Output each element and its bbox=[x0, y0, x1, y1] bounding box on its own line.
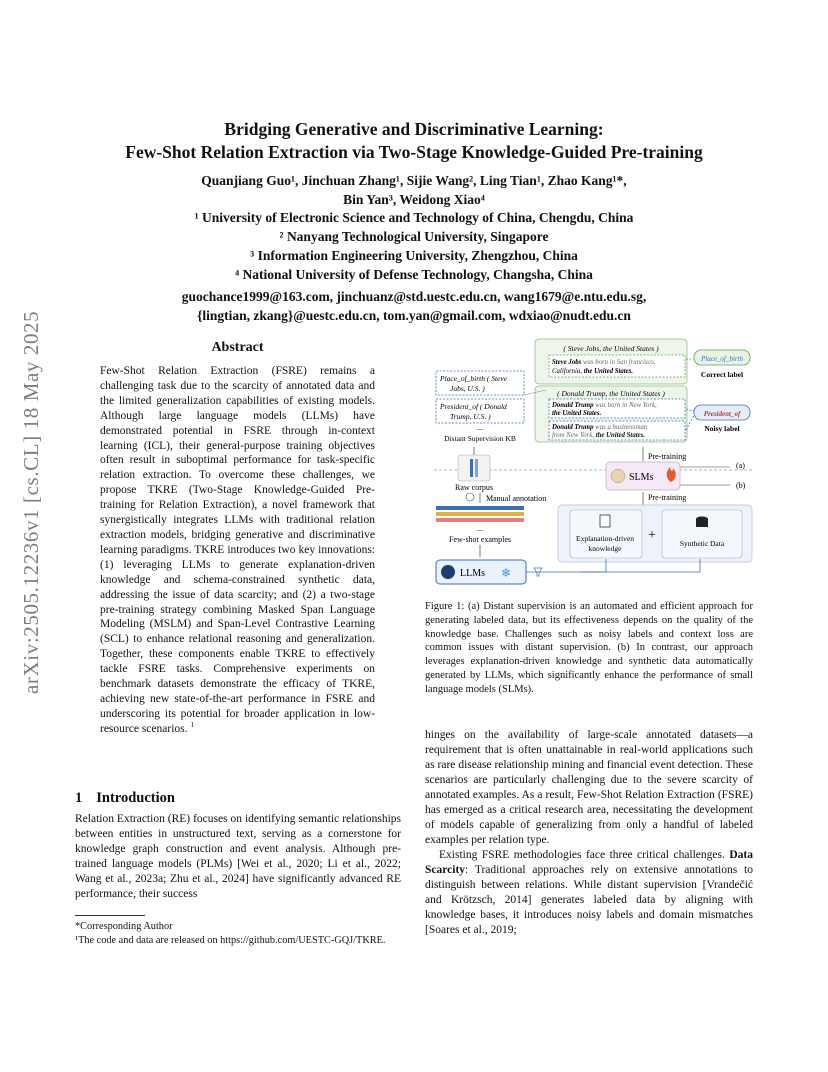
plus-sign: + bbox=[648, 528, 656, 543]
data-scarcity-term: Data Scarcity bbox=[425, 849, 753, 876]
kb-entry-2-line1: President_of ( Donald bbox=[440, 402, 507, 411]
kb-dots: ... bbox=[477, 423, 483, 432]
few-shot-bar-3 bbox=[436, 518, 524, 522]
section-heading-introduction bbox=[75, 790, 175, 807]
kb-entry-1-line2: Jobs, U.S. ) bbox=[450, 384, 485, 393]
introduction-paragraph: Relation Extraction (RE) focuses on identifying semantic relationships between entities in unstructured text, serving as a cornerstone for knowledge graph construction and event analysis. Although pre-trained language models (PLMs) [Wei et al., 2020; Li et al., 2022; Wang et al., 2023a; Zhu et al., 2024] have significantly advanced RE performance, their success bbox=[75, 813, 401, 900]
explanation-icon bbox=[600, 515, 610, 527]
raw-corpus-label: Raw corpus bbox=[455, 483, 493, 492]
emails-line-2: {lingtian, zkang}@uestc.edu.cn, tom.yan@gmail.com, wdxiao@nudt.edu.cn bbox=[197, 308, 631, 323]
database-icon-body bbox=[696, 519, 708, 527]
abstract-body bbox=[100, 364, 375, 737]
abstract-footnote-mark: 1 bbox=[190, 719, 195, 729]
abstract-heading: Abstract bbox=[211, 340, 264, 355]
affiliation-3: ³ Information Engineering University, Zhengzhou, China bbox=[250, 248, 578, 263]
right-paragraph-1: hinges on the availability of large-scale annotated datasets—a requirement that is often unattainable in real-world applications such as rare disease relationship mining and financial event detection. These scenarios are particularly challenging due to the severe scarcity of annotated examples. As a result, Few-Shot Relation Extraction (FSRE) has emerged as a critical research area, necessitating the development of models capable of generalizing from only a handful of labeled examples per relation type. bbox=[425, 729, 753, 846]
llm-avatar-icon bbox=[441, 565, 455, 579]
few-shot-label: Few-shot examples bbox=[449, 535, 511, 544]
footnote-corresponding: *Corresponding Author bbox=[75, 921, 173, 932]
synthetic-label: Synthetic Data bbox=[679, 539, 725, 548]
affiliation-1: ¹ University of Electronic Science and Technology of China, Chengdu, China bbox=[194, 210, 634, 225]
kb-entry-1-line1: Place_of_birth ( Steve bbox=[440, 374, 508, 383]
annotation-person-icon bbox=[466, 493, 474, 501]
footnote-code: ¹The code and data are released on https://github.com/UESTC-GQJ/TKRE. bbox=[75, 935, 386, 946]
pretraining-top-label: Pre-training bbox=[648, 452, 687, 461]
kb-label: Distant Supervision KB bbox=[444, 434, 516, 443]
manual-annotation-label: Manual annotation bbox=[486, 494, 547, 503]
few-shot-bar-2 bbox=[436, 512, 524, 516]
figure-1-diagram bbox=[430, 335, 760, 595]
explanation-label-2: knowledge bbox=[588, 544, 622, 553]
kb-entry-2-line2: Trump, U.S. ) bbox=[450, 412, 491, 421]
box2-sentence2-line2: from New York, the United States. bbox=[552, 432, 645, 439]
correct-label-caption: Correct label bbox=[700, 370, 744, 379]
section-title: Introduction bbox=[96, 790, 175, 806]
abstract-text: Few-Shot Relation Extraction (FSRE) remains a challenging task due to the scarcity of annotated data and the limited generalization capabilities of existing models. Although large language models (LLMs) have demonstrated potential in FSRE through in-context learning (ICL), their general-purpose training objectives often result in suboptimal performance for task-specific relation extraction. To overcome these challenges, we propose TKRE (Two-Stage Knowledge-Guided Pre-training for Relation Extraction), a novel framework that synergistically integrates LLMs with traditional relation extraction models, bridging generative and discriminative learning paradigms. TKRE introduces two key innovations: (1) leveraging LLMs to generate explanation-driven knowledge and schema-constrained synthetic data, addressing the issue of data scarcity; and (2) a two-stage pre-training strategy combining Masked Span Language Modeling (MSLM) and Span-Level Contrastive Learning (SCL) to enhance relational reasoning and generalization. Together, these components enable TKRE to effectively tackle FSRE tasks. Comprehensive experiments on benchmark datasets demonstrate the efficacy of TKRE, achieving new state-of-the-art performance in FSRE and underscoring its potential for broader application in low-resource scenarios. bbox=[100, 365, 375, 735]
box2-sentence2-line1: Donald Trump was a businessman bbox=[552, 424, 648, 431]
llms-label: LLMs bbox=[460, 568, 485, 579]
stage-a-label: (a) bbox=[736, 461, 745, 470]
right-paragraph-2: Existing FSRE methodologies face three critical challenges. Data Scarcity: Traditional approaches rely on extensive annotations to distinguish between relations. While distant supervision [Vrandečić and Krötzsch, 2014] generates labeled data by aligning with knowledge bases, it introduces noisy labels and domain mismatches [Soares et al., 2019; bbox=[425, 849, 753, 936]
few-shot-bar-1 bbox=[436, 506, 524, 510]
corpus-book-icon-2 bbox=[475, 459, 478, 477]
affiliation-2: ² Nanyang Technological University, Singapore bbox=[279, 229, 549, 244]
figure-1-caption: Figure 1: (a) Distant supervision is an automated and efficient approach for generating labeled data, but its effectiveness depends on the quality of the knowledge base. Challenges such as noisy labels and context loss are common issues with distant supervision. (b) In contrast, our approach leverages explanation-driven knowledge and synthetic data automatically generated by LLMs, which significantly enhance the performance of small language models (SLMs). bbox=[425, 601, 753, 695]
section-number: 1 bbox=[75, 790, 83, 806]
correct-label-tag-text: Place_of_birth bbox=[701, 355, 743, 363]
stage-b-label: (b) bbox=[736, 481, 746, 490]
title-line-2: Few-Shot Relation Extraction via Two-Stage Knowledge-Guided Pre-training bbox=[125, 142, 703, 162]
explanation-label-1: Explanation-driven bbox=[576, 534, 634, 543]
corpus-book-icon bbox=[470, 459, 473, 477]
affiliation-4: ⁴ National University of Defense Technology, Changsha, China bbox=[235, 267, 593, 282]
noisy-label-tag-text: President_of bbox=[703, 410, 741, 418]
raw-corpus-icon bbox=[458, 455, 490, 481]
snowflake-icon: ❄ bbox=[501, 566, 512, 580]
box1-sentence-line2: California, the United States. bbox=[552, 368, 634, 375]
author-emails bbox=[60, 287, 768, 325]
slm-avatar-icon bbox=[611, 469, 625, 483]
title-line-1: Bridging Generative and Discriminative Learning: bbox=[224, 119, 604, 139]
right-column-body bbox=[425, 728, 753, 938]
noisy-label-caption: Noisy label bbox=[704, 424, 740, 433]
pretraining-bottom-label: Pre-training bbox=[648, 493, 687, 502]
paper-title bbox=[60, 118, 768, 164]
authors-line-2: Bin Yan³, Weidong Xiao⁴ bbox=[343, 191, 485, 207]
footnote-rule bbox=[75, 915, 145, 916]
author-list bbox=[60, 172, 768, 209]
authors-line-1: Quanjiang Guo¹, Jinchuan Zhang¹, Sijie Wang², Ling Tian¹, Zhao Kang¹*, bbox=[201, 173, 627, 188]
box2-title: ( Donald Trump, the United States ) bbox=[557, 389, 665, 398]
slms-label: SLMs bbox=[629, 472, 654, 483]
box1-sentence-line1: Steve Jobs was born in San francisco, bbox=[552, 359, 656, 366]
arxiv-identifier: arXiv:2505.12236v1 [cs.CL] 18 May 2025 bbox=[19, 310, 43, 694]
box2-sentence1-line1: Donald Trump was born in New York, bbox=[552, 402, 657, 409]
emails-line-1: guochance1999@163.com, jinchuanz@std.uestc.edu.cn, wang1679@e.ntu.edu.sg, bbox=[181, 289, 647, 304]
few-shot-dots: ... bbox=[477, 524, 483, 533]
box1-title: ( Steve Jobs, the United States ) bbox=[563, 344, 659, 353]
box2-sentence1-line2: the United States. bbox=[552, 410, 602, 417]
